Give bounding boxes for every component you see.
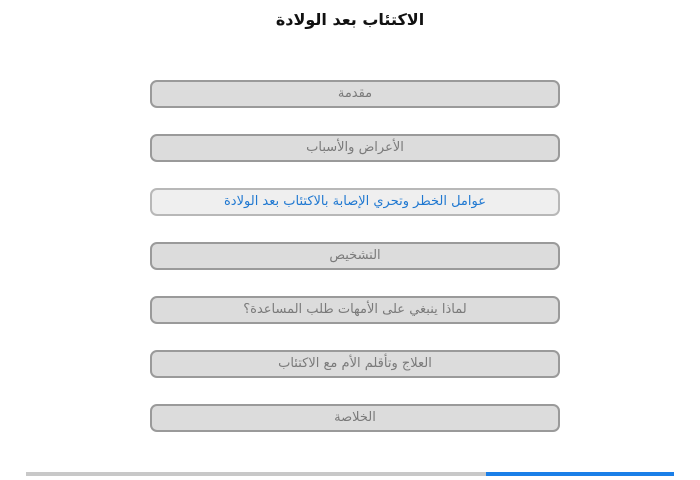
chapter-menu xyxy=(150,80,560,458)
menu-item-diagnosis[interactable]: التشخيص xyxy=(150,242,560,270)
menu-item-summary[interactable]: الخلاصة xyxy=(150,404,560,432)
progress-bar-fill xyxy=(486,472,674,476)
menu-item-risk-factors[interactable]: عوامل الخطر وتحري الإصابة بالاكتئاب بعد الولادة xyxy=(150,188,560,216)
page-title: الاكتئاب بعد الولادة xyxy=(275,10,425,29)
menu-item-treatment[interactable]: العلاج وتأقلم الأم مع الاكتئاب xyxy=(150,350,560,378)
progress-bar xyxy=(26,472,674,476)
menu-item-introduction[interactable]: مقدمة xyxy=(150,80,560,108)
menu-item-symptoms-causes[interactable]: الأعراض والأسباب xyxy=(150,134,560,162)
menu-item-why-seek-help[interactable]: لماذا ينبغي على الأمهات طلب المساعدة؟ xyxy=(150,296,560,324)
